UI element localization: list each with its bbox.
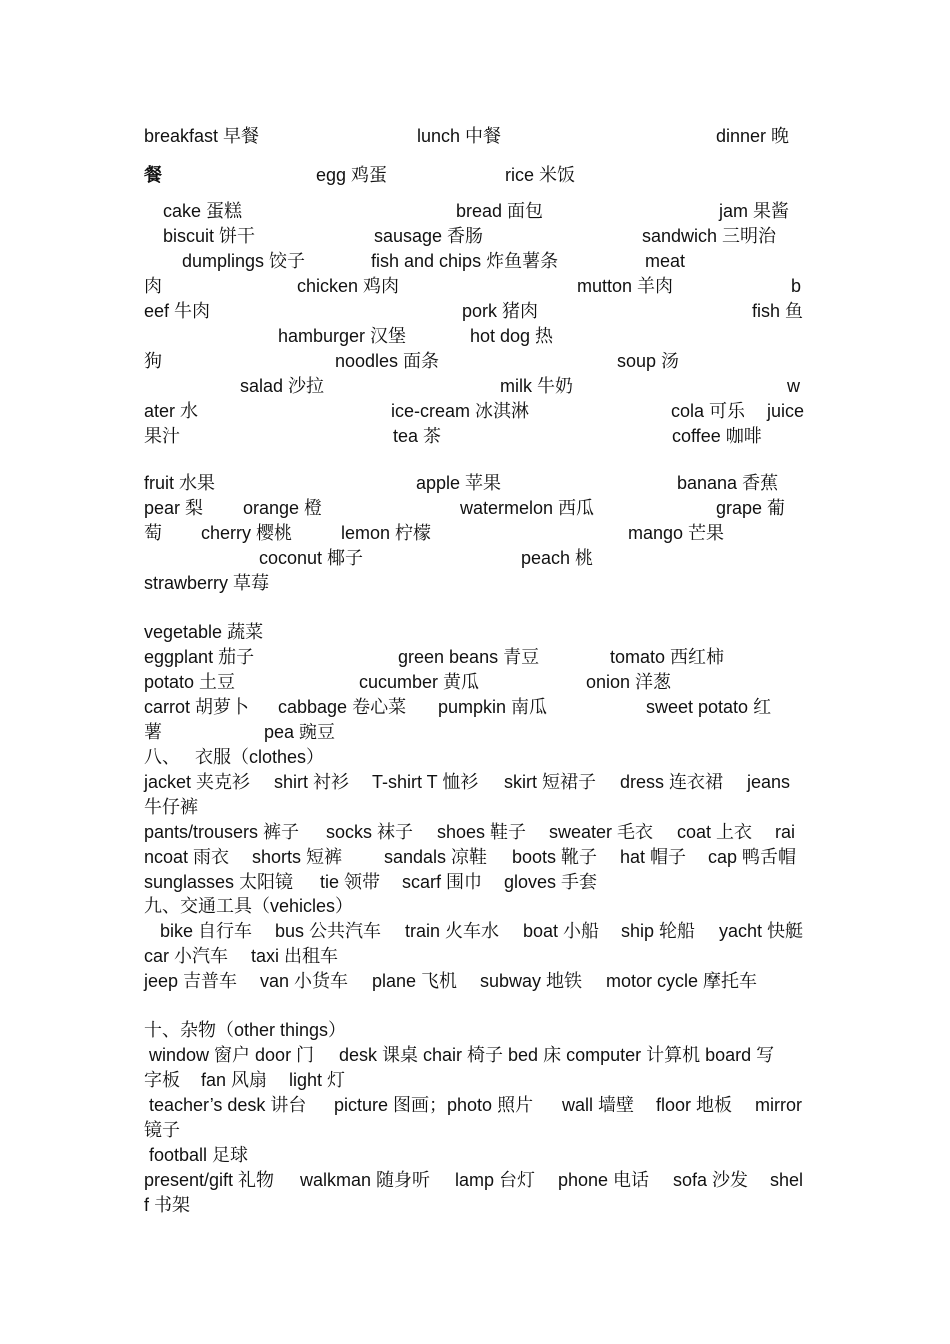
text-line	[0, 124, 950, 149]
vocab-item: fan 风扇	[201, 1070, 268, 1090]
vocab-item: plane 飞机	[372, 971, 458, 991]
text-line	[0, 620, 950, 645]
vocab-item: cucumber 黄瓜	[359, 672, 480, 692]
vocab-item: juice	[767, 401, 805, 421]
text-line	[0, 199, 950, 224]
vocab-item: chicken 鸡肉	[297, 276, 400, 296]
vocab-item: skirt 短裙子	[504, 772, 596, 792]
vocab-item: biscuit 饼干	[163, 226, 256, 246]
vocab-item: desk 课桌 chair 椅子 bed 床 computer 计算机 board 写	[339, 1045, 775, 1065]
vocab-item: green beans 青豆	[398, 647, 540, 667]
text-line	[0, 349, 950, 374]
text-line	[0, 795, 950, 820]
vocab-item: carrot 胡萝卜	[144, 697, 250, 717]
text-line	[0, 695, 950, 720]
vocab-item: 薯	[144, 722, 162, 742]
vocab-item: shoes 鞋子	[437, 822, 527, 842]
vocab-item: breakfast 早餐	[144, 126, 260, 146]
text-line	[0, 1193, 950, 1218]
vocab-item: salad 沙拉	[240, 376, 325, 396]
vocab-item: phone 电话	[558, 1170, 650, 1190]
vocab-item: football 足球	[149, 1145, 249, 1165]
vocab-item: dress 连衣裙	[620, 772, 724, 792]
vocab-item: w	[787, 376, 800, 396]
text-line	[0, 546, 950, 571]
vocab-item: strawberry 草莓	[144, 573, 270, 593]
vocab-item: hamburger 汉堡	[278, 326, 407, 346]
vocab-item: picture 图画；photo 照片	[334, 1095, 534, 1115]
section-heading-text: 八、 衣服（clothes）	[144, 747, 325, 767]
vocab-item: eggplant 茄子	[144, 647, 255, 667]
vocab-item: 狗	[144, 351, 162, 371]
vocab-item: cap 鸭舌帽	[708, 847, 797, 867]
vocab-item: grape 葡	[716, 498, 786, 518]
vocab-item: bike 自行车	[160, 921, 253, 941]
vocab-item: coffee 咖啡	[672, 426, 762, 446]
vocab-item: vegetable 蔬菜	[144, 622, 264, 642]
text-line	[0, 670, 950, 695]
vocab-item: watermelon 西瓜	[460, 498, 595, 518]
text-line	[0, 870, 950, 895]
vocab-item: potato 土豆	[144, 672, 236, 692]
vocab-item: onion 洋葱	[586, 672, 672, 692]
vocab-item: mango 芒果	[628, 523, 725, 543]
vocab-item: soup 汤	[617, 351, 680, 371]
vocab-item: ship 轮船	[621, 921, 696, 941]
vocab-item: sandals 凉鞋	[384, 847, 488, 867]
text-line	[0, 521, 950, 546]
vocab-item: T-shirt T 恤衫	[372, 772, 479, 792]
vocab-item: noodles 面条	[335, 351, 440, 371]
vocab-item: rai	[775, 822, 796, 842]
vocab-item: lunch 中餐	[417, 126, 502, 146]
vocab-item: sausage 香肠	[374, 226, 484, 246]
vocab-item: 萄	[144, 523, 162, 543]
vocab-item: present/gift 礼物	[144, 1170, 275, 1190]
vocab-item: shorts 短裤	[252, 847, 343, 867]
text-line	[0, 249, 950, 274]
vocab-item: jeans	[747, 772, 791, 792]
text-line	[0, 720, 950, 745]
vocab-item: jacket 夹克衫	[144, 772, 251, 792]
vocab-item: coconut 椰子	[259, 548, 364, 568]
text-line	[0, 571, 950, 596]
vocab-item: shirt 衬衫	[274, 772, 350, 792]
vocab-item: cola 可乐	[671, 401, 746, 421]
vocab-item: cherry 樱桃	[201, 523, 293, 543]
vocab-item: orange 橙	[243, 498, 323, 518]
text-line	[0, 919, 950, 944]
section-heading	[0, 1018, 950, 1043]
vocab-item: pumpkin 南瓜	[438, 697, 548, 717]
vocab-item: socks 袜子	[326, 822, 414, 842]
vocab-item: yacht 快艇	[719, 921, 804, 941]
section-heading-text: 十、杂物（other things）	[144, 1020, 347, 1040]
vocab-item: 果汁	[144, 426, 180, 446]
vocab-item: pear 梨	[144, 498, 204, 518]
text-line	[0, 424, 950, 449]
vocab-item: lemon 柠檬	[341, 523, 432, 543]
vocab-item: dinner 晚	[716, 126, 790, 146]
vocab-item: sweater 毛衣	[549, 822, 654, 842]
text-line	[0, 399, 950, 424]
vocab-item: ice-cream 冰淇淋	[391, 401, 530, 421]
vocab-item: ncoat 雨衣	[144, 847, 230, 867]
text-line	[0, 471, 950, 496]
vocab-item: van 小货车	[260, 971, 349, 991]
text-line	[0, 645, 950, 670]
vocab-item: bread 面包	[456, 201, 544, 221]
vocab-item: taxi 出租车	[251, 946, 339, 966]
text-line	[0, 1118, 950, 1143]
vocab-item: milk 牛奶	[500, 376, 573, 396]
vocab-item: pork 猪肉	[462, 301, 539, 321]
vocab-item: 肉	[144, 276, 162, 296]
vocab-item: pants/trousers 裤子	[144, 822, 300, 842]
vocab-item: sweet potato 红	[646, 697, 772, 717]
vocab-item: cake 蛋糕	[163, 201, 243, 221]
text-line	[0, 770, 950, 795]
vocab-item: apple 苹果	[416, 473, 502, 493]
section-heading	[0, 894, 950, 919]
text-line	[0, 374, 950, 399]
vocab-item: b	[791, 276, 802, 296]
text-line	[0, 163, 950, 188]
vocab-item: f 书架	[144, 1195, 191, 1215]
vocab-item: car 小汽车	[144, 946, 229, 966]
text-line	[0, 845, 950, 870]
vocab-item: boat 小船	[523, 921, 600, 941]
vocab-item: jeep 吉普车	[144, 971, 238, 991]
text-line	[0, 224, 950, 249]
vocab-item: gloves 手套	[504, 872, 598, 892]
vocab-item: meat	[645, 251, 686, 271]
text-line	[0, 1043, 950, 1068]
vocab-item: fish and chips 炸鱼薯条	[371, 251, 559, 271]
vocab-item: hat 帽子	[620, 847, 687, 867]
vocab-item: scarf 围巾	[402, 872, 483, 892]
vocab-item: jam 果酱	[719, 201, 790, 221]
vocab-item: wall 墙壁	[562, 1095, 635, 1115]
vocab-item: sofa 沙发	[673, 1170, 749, 1190]
vocab-item: window 窗户 door 门	[149, 1045, 315, 1065]
vocab-item: banana 香蕉	[677, 473, 779, 493]
text-line	[0, 969, 950, 994]
vocab-item: sunglasses 太阳镜	[144, 872, 294, 892]
vocab-item: shel	[770, 1170, 804, 1190]
vocab-item: 餐	[144, 165, 162, 185]
vocab-item: train 火车水	[405, 921, 500, 941]
vocab-item: fish 鱼	[752, 301, 804, 321]
vocab-item: 字板	[144, 1070, 180, 1090]
vocab-item: floor 地板	[656, 1095, 733, 1115]
vocab-item: tomato 西红柿	[610, 647, 725, 667]
vocab-item: rice 米饭	[505, 165, 576, 185]
vocab-item: boots 靴子	[512, 847, 598, 867]
section-heading	[0, 745, 950, 770]
text-line	[0, 274, 950, 299]
vocab-item: 牛仔裤	[144, 797, 198, 817]
vocab-item: lamp 台灯	[455, 1170, 536, 1190]
vocab-item: 镜子	[144, 1120, 180, 1140]
vocab-item: mutton 羊肉	[577, 276, 674, 296]
text-line	[0, 1168, 950, 1193]
vocab-item: teacher’s desk 讲台	[149, 1095, 307, 1115]
text-line	[0, 1068, 950, 1093]
text-line	[0, 820, 950, 845]
vocab-item: walkman 随身听	[300, 1170, 431, 1190]
vocab-item: bus 公共汽车	[275, 921, 382, 941]
vocab-item: hot dog 热	[470, 326, 554, 346]
vocab-item: fruit 水果	[144, 473, 216, 493]
vocab-item: coat 上衣	[677, 822, 753, 842]
text-line	[0, 299, 950, 324]
vocab-item: eef 牛肉	[144, 301, 211, 321]
vocab-item: mirror	[755, 1095, 802, 1115]
text-line	[0, 496, 950, 521]
text-line	[0, 944, 950, 969]
vocab-item: light 灯	[289, 1070, 346, 1090]
vocab-item: pea 豌豆	[264, 722, 336, 742]
vocab-item: tie 领带	[320, 872, 381, 892]
vocab-item: dumplings 饺子	[182, 251, 306, 271]
text-line	[0, 324, 950, 349]
vocab-item: subway 地铁	[480, 971, 583, 991]
vocab-item: tea 茶	[393, 426, 442, 446]
vocab-item: egg 鸡蛋	[316, 165, 388, 185]
vocab-item: sandwich 三明治	[642, 226, 777, 246]
text-line	[0, 1143, 950, 1168]
vocab-item: ater 水	[144, 401, 199, 421]
vocab-item: motor cycle 摩托车	[606, 971, 758, 991]
text-line	[0, 1093, 950, 1118]
vocab-item: peach 桃	[521, 548, 594, 568]
section-heading-text: 九、交通工具（vehicles）	[144, 896, 354, 916]
vocab-item: cabbage 卷心菜	[278, 697, 407, 717]
